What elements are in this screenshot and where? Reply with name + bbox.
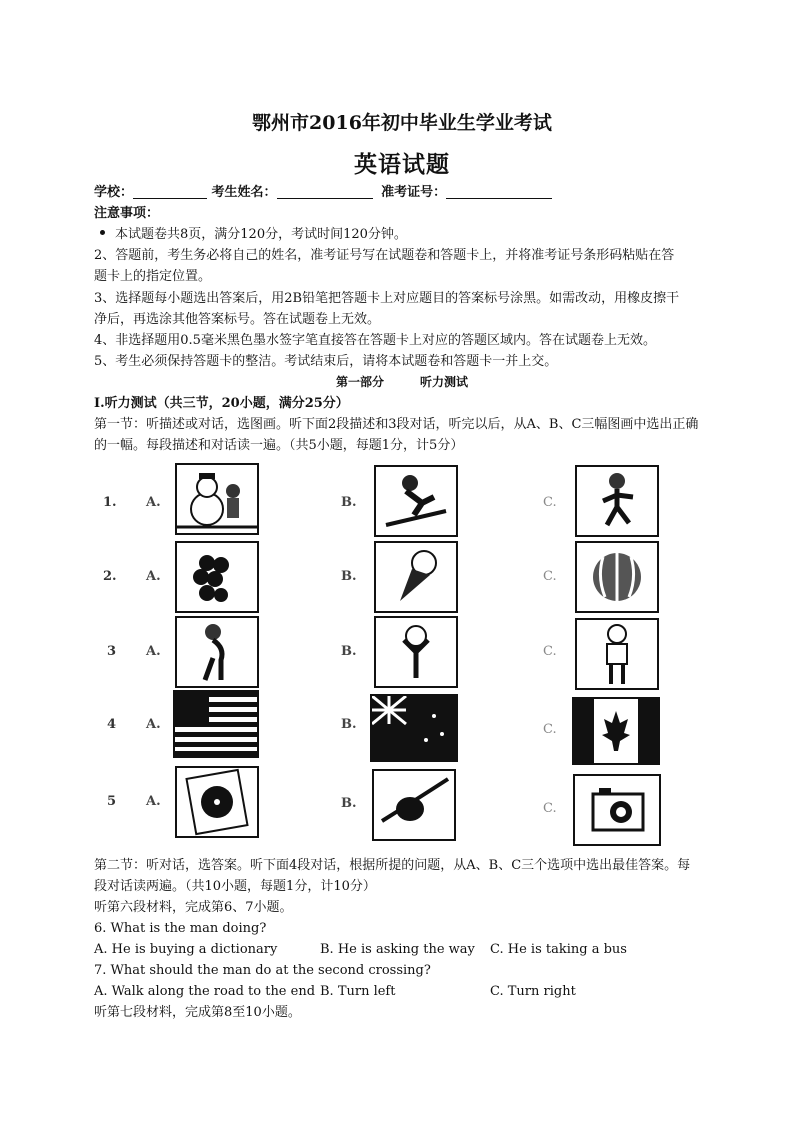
camera-picture <box>573 774 661 846</box>
watermelon-picture <box>575 541 659 613</box>
part1-heading: 第一部分 听力测试 <box>335 375 468 389</box>
material-note: 听第七段材料，完成第8至10小题。 <box>94 1005 301 1020</box>
option-label-c: C. <box>543 569 557 584</box>
option-b: B. Turn left <box>320 984 396 999</box>
snowman-picture <box>175 463 259 535</box>
option-label-a: A. <box>146 794 161 809</box>
ice-cream-picture <box>374 541 458 613</box>
hat-picture <box>372 769 456 841</box>
name-blank <box>277 184 373 199</box>
standing-boy-picture <box>575 618 659 690</box>
cd-picture <box>175 766 259 838</box>
question-number: 1. <box>103 495 117 510</box>
usa-flag-picture <box>173 690 259 758</box>
material-note: 听第六段材料，完成第6、7小题。 <box>94 900 293 915</box>
section2-instructions: 段对话读两遍。（共10小题，每题1分，计10分） <box>94 879 376 894</box>
option-label-c: C. <box>543 801 557 816</box>
option-label-b: B. <box>341 717 357 732</box>
option-label-c: C. <box>543 722 557 737</box>
notice-heading: 注意事项： <box>94 206 160 221</box>
option-label-a: A. <box>146 717 161 732</box>
skater-picture <box>575 465 659 537</box>
school-blank <box>133 184 207 199</box>
question-number: 2. <box>103 569 117 584</box>
question-7-options <box>94 981 710 1002</box>
option-label-b: B. <box>341 495 357 510</box>
option-label-a: A. <box>146 644 161 659</box>
notice-item: 2、答题前，考生务必将自己的姓名，准考证号写在试题卷和答题卡上，并将准考证号条形码粘贴在答 <box>94 248 675 263</box>
section-title: Ⅰ.听力测试（共三节，20小题，满分25分） <box>94 396 349 411</box>
option-label-a: A. <box>146 495 161 510</box>
grapes-picture <box>175 541 259 613</box>
question-6-options <box>94 939 710 960</box>
candidate-info-row <box>94 182 710 203</box>
option-label-b: B. <box>341 796 357 811</box>
name-label: 考生姓名： <box>211 185 277 200</box>
notice-item: 本试题卷共8页，满分120分，考试时间120分钟。 <box>94 224 710 245</box>
exam-title: 鄂州市2016年初中毕业生学业考试 <box>252 112 552 134</box>
option-b: B. He is asking the way <box>320 942 475 957</box>
option-label-c: C. <box>543 644 557 659</box>
australia-flag-picture <box>370 694 458 762</box>
headache-boy-picture <box>374 616 458 688</box>
notice-item: 4、非选择题用0.5毫米黑色墨水签字笔直接答在答题卡上对应的答题区域内。答在试题卷上无效。 <box>94 333 656 348</box>
school-label: 学校： <box>94 185 134 200</box>
skier-picture <box>374 465 458 537</box>
notice-item: 3、选择题每小题选出答案后，用2B铅笔把答题卡上对应题目的答案标号涂黑。如需改动，用橡皮擦干 <box>94 291 680 306</box>
option-c: C. Turn right <box>490 984 576 999</box>
option-label-b: B. <box>341 644 357 659</box>
canada-flag-picture <box>572 697 660 765</box>
notice-item: 题卡上的指定位置。 <box>94 269 212 284</box>
stomachache-boy-picture <box>175 616 259 688</box>
option-c: C. He is taking a bus <box>490 942 627 957</box>
section1-instructions: 第一节：听描述或对话，选图画。听下面2段描述和3段对话，听完以后，从A、B、C三幅图画中选出正确 <box>94 417 699 432</box>
exam-subtitle: 英语试题 <box>354 151 450 178</box>
question-7: 7. What should the man do at the second crossing? <box>94 963 431 978</box>
question-6: 6. What is the man doing? <box>94 921 267 936</box>
question-number: 3 <box>107 644 117 659</box>
section2-instructions: 第二节：听对话，选答案。听下面4段对话，根据所提的问题，从A、B、C三个选项中选出最佳答案。每 <box>94 858 691 873</box>
option-a: A. Walk along the road to the end <box>94 984 316 999</box>
option-label-b: B. <box>341 569 357 584</box>
notice-item: 5、考生必须保持答题卡的整洁。考试结束后，请将本试题卷和答题卡一并上交。 <box>94 354 558 369</box>
notice-item: 净后，再选涂其他答案标号。答在试题卷上无效。 <box>94 312 381 327</box>
section1-instructions: 的一幅。每段描述和对话读一遍。（共5小题，每题1分，计5分） <box>94 438 464 453</box>
id-label: 准考证号： <box>381 185 447 200</box>
option-label-c: C. <box>543 495 557 510</box>
question-number: 5 <box>107 794 117 809</box>
bullet-icon <box>100 230 105 235</box>
option-label-a: A. <box>146 569 161 584</box>
option-a: A. He is buying a dictionary <box>94 942 278 957</box>
id-blank <box>446 184 552 199</box>
question-number: 4 <box>107 717 117 732</box>
